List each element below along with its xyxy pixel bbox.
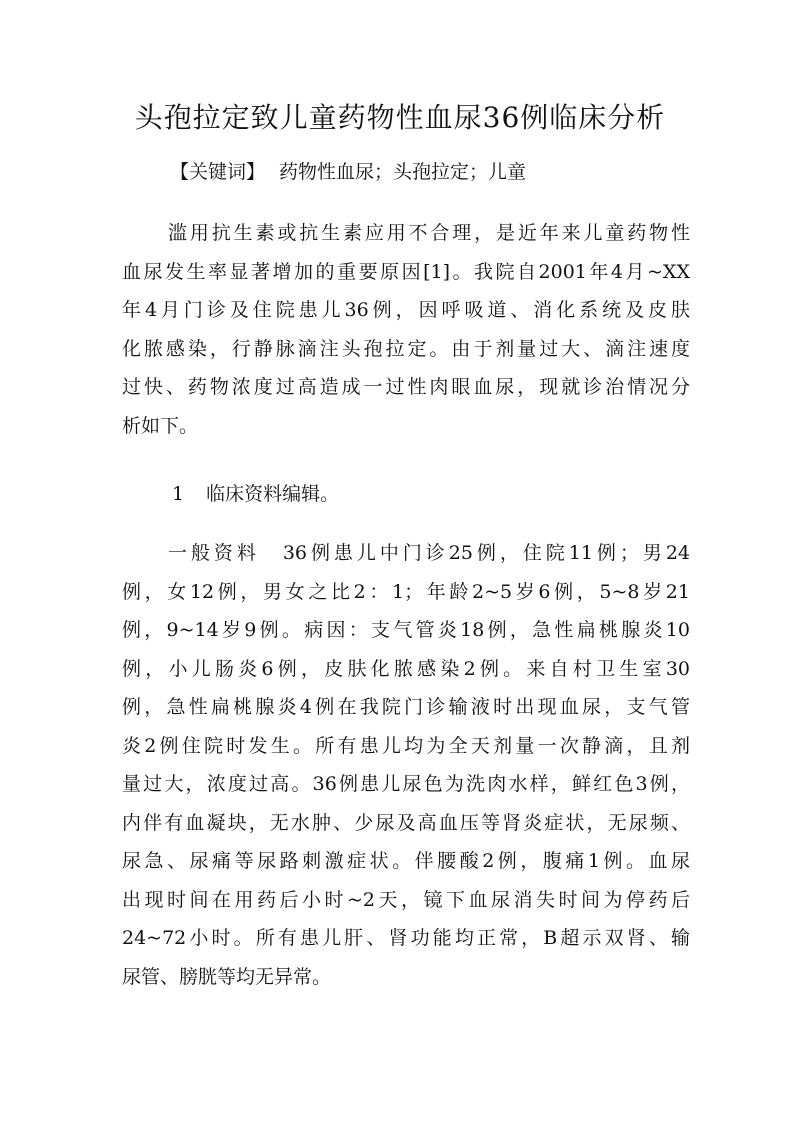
general-info-paragraph [122, 534, 690, 996]
intro-line: 析如下。 [122, 414, 199, 437]
intro-line: 血尿发生率显著增加的重要原因[1]。我院自2001年4月~XX [122, 260, 690, 283]
intro-line: 滥用抗生素或抗生素应用不合理，是近年来儿童药物性 [168, 222, 690, 244]
document-title: 头孢拉定致儿童药物性血尿36例临床分析 [134, 101, 666, 134]
body-line: 出现时间在用药后小时~2天，镜下血尿消失时间为停药后 [122, 888, 690, 911]
body-line: 一般资料 36例患儿中门诊25例，住院11例；男24 [168, 542, 690, 564]
body-line: 内伴有血凝块，无水肿、少尿及高血压等肾炎症状，无尿频、 [122, 811, 690, 834]
keywords-label: 【关键词】 [170, 161, 266, 183]
body-line: 例，小儿肠炎6例，皮肤化脓感染2例。来自村卫生室30 [122, 657, 690, 680]
section-heading [172, 478, 339, 510]
section-number: 1 [172, 483, 185, 505]
section-title: 临床资料编辑。 [206, 483, 340, 505]
intro-line: 年4月门诊及住院患儿36例，因呼吸道、消化系统及皮肤 [122, 299, 690, 321]
body-line: 量过大，浓度过高。36例患儿尿色为洗肉水样，鲜红色3例， [122, 773, 690, 795]
intro-line: 化脓感染，行静脉滴注头孢拉定。由于剂量过大、滴注速度 [122, 337, 690, 360]
body-line: 例，9~14岁9例。病因：支气管炎18例，急性扁桃腺炎10 [122, 619, 690, 641]
body-line: 尿急、尿痛等尿路刺激症状。伴腰酸2例，腹痛1例。血尿 [122, 850, 690, 872]
body-line: 24~72小时。所有患儿肝、肾功能均正常，B超示双肾、输 [122, 927, 690, 949]
keywords-line [170, 156, 526, 188]
body-line: 尿管、膀胱等均无异常。 [122, 965, 332, 988]
intro-paragraph [122, 214, 690, 445]
body-line: 例，急性扁桃腺炎4例在我院门诊输液时出现血尿，支气管 [122, 696, 690, 718]
keywords-text: 药物性血尿；头孢拉定；儿童 [279, 161, 527, 183]
intro-line: 过快、药物浓度过高造成一过性肉眼血尿，现就诊治情况分 [122, 376, 690, 398]
body-line: 例，女12例，男女之比2：1；年龄2~5岁6例，5~8岁21 [122, 580, 690, 603]
body-line: 炎2例住院时发生。所有患儿均为全天剂量一次静滴，且剂 [122, 734, 690, 757]
